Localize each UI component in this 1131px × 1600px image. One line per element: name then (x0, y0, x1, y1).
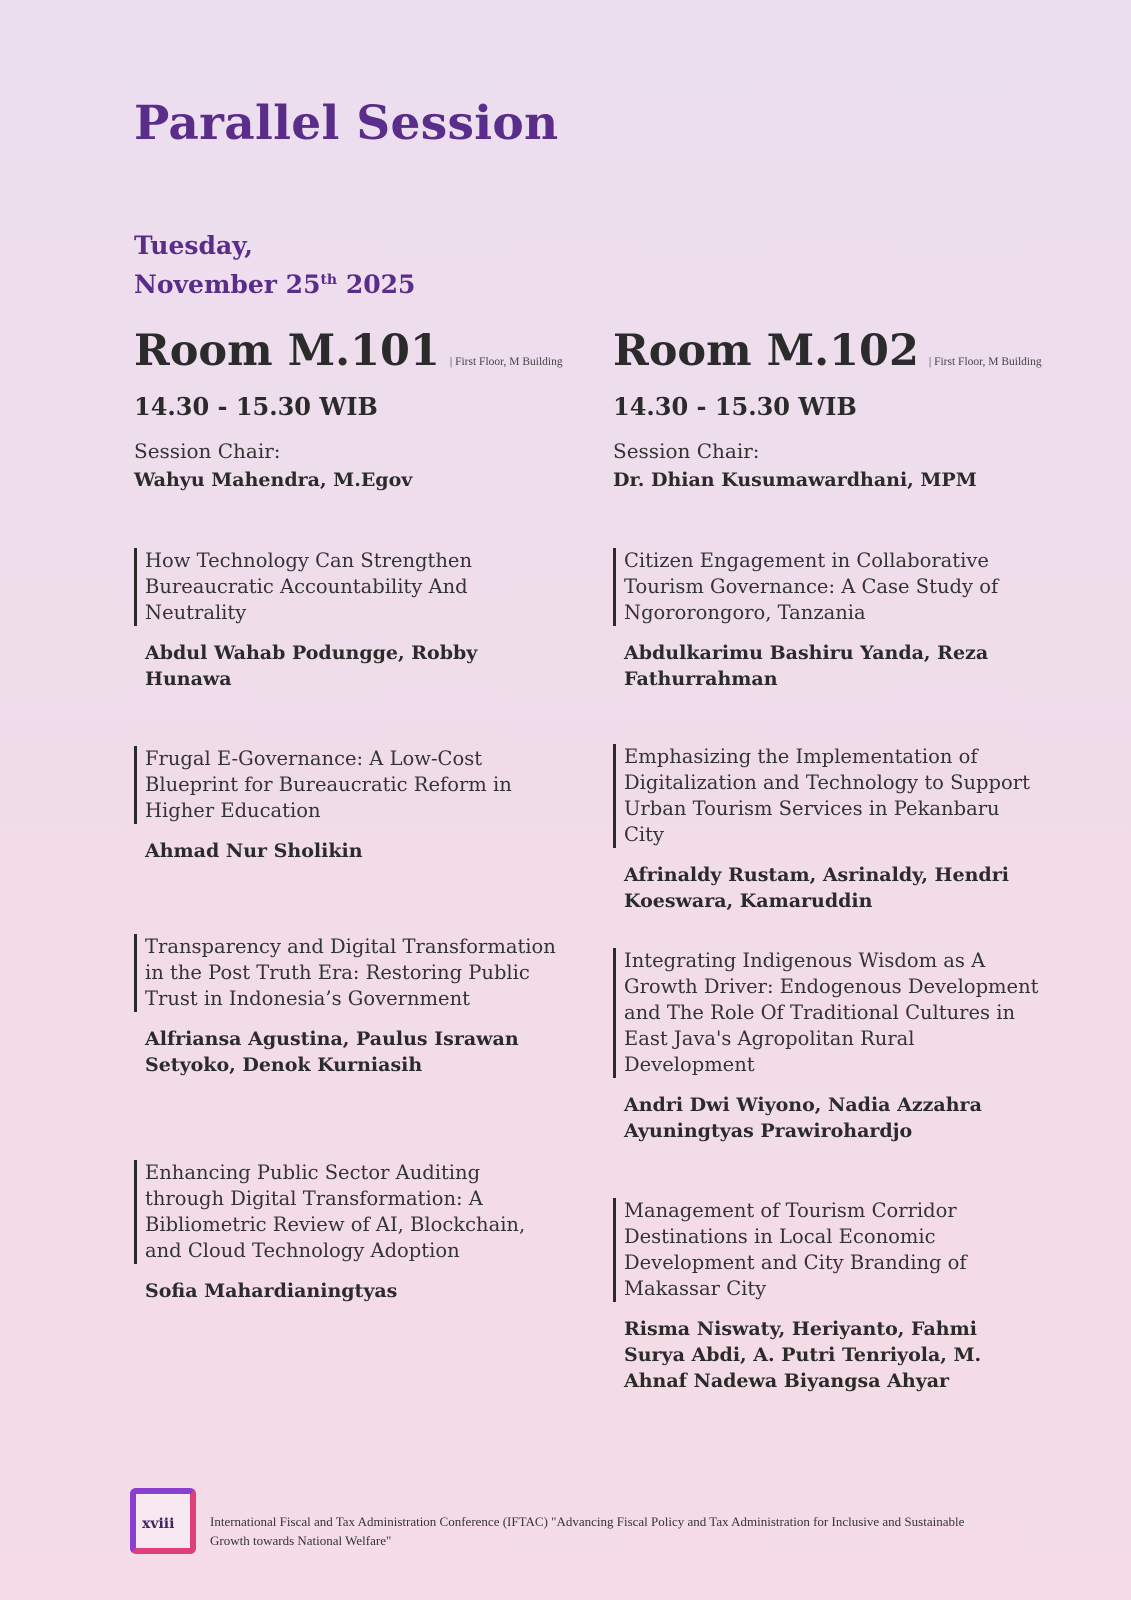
room-name: Room M.102 (613, 326, 919, 376)
session-chair-label: Session Chair: (613, 439, 760, 463)
paper-item (134, 746, 564, 864)
room-location: | First Floor, M Building (928, 356, 1042, 368)
footer (130, 1488, 1010, 1560)
paper-authors: Afrinaldy Rustam, Asrinaldy, Hendri Koeswara, Kamaruddin (624, 864, 1009, 912)
room-column-m102 (613, 326, 1043, 1392)
paper-authors: Ahmad Nur Sholikin (145, 840, 363, 862)
session-chair-label: Session Chair: (134, 439, 281, 463)
paper-item (613, 1198, 1043, 1394)
date-ordinal-suffix: th (320, 272, 338, 288)
paper-authors: Risma Niswaty, Heriyanto, Fahmi Surya Abdi, A. Putri Tenriyola, M. Ahnaf Nadewa Biyangsa Ahyar (624, 1318, 982, 1392)
paper-authors: Alfriansa Agustina, Paulus Israwan Setyoko, Denok Kurniasih (145, 1028, 519, 1076)
paper-item (613, 744, 1043, 914)
paper-item (134, 934, 564, 1078)
paper-title: Emphasizing the Implementation of Digitalization and Technology to Support Urban Tourism Services in Pekanbaru City (613, 744, 1043, 848)
room-location: | First Floor, M Building (449, 356, 563, 368)
paper-title: Transparency and Digital Transformation in the Post Truth Era: Restoring Public Trust in Indonesia’s Government (134, 934, 564, 1012)
session-time: 14.30 - 15.30 WIB (613, 392, 857, 421)
logo-edition-text: xviii (142, 1516, 175, 1532)
paper-title: Citizen Engagement in Collaborative Tourism Governance: A Case Study of Ngororongoro, Tanzania (613, 548, 1043, 626)
date-full (134, 263, 415, 302)
room-header (134, 326, 564, 376)
paper-item (134, 548, 564, 692)
paper-authors: Abdulkarimu Bashiru Yanda, Reza Fathurrahman (624, 642, 989, 690)
paper-item (613, 548, 1043, 692)
paper-authors: Sofia Mahardianingtyas (145, 1280, 398, 1302)
date-year: 2025 (337, 270, 416, 299)
paper-title: Frugal E-Governance: A Low-Cost Blueprint for Bureaucratic Reform in Higher Education (134, 746, 564, 824)
room-column-m101 (134, 326, 564, 1302)
room-header (613, 326, 1043, 376)
paper-authors: Abdul Wahab Podungge, Robby Hunawa (145, 642, 478, 690)
paper-title: Integrating Indigenous Wisdom as A Growth Driver: Endogenous Development and The Role Of Traditional Cultures in East Java's Agropolitan Rural Development (613, 948, 1043, 1078)
room-name: Room M.101 (134, 326, 440, 376)
paper-authors: Andri Dwi Wiyono, Nadia Azzahra Ayuningtyas Prawirohardjo (624, 1094, 982, 1142)
conference-logo (130, 1488, 196, 1554)
paper-item (613, 948, 1043, 1144)
paper-title: How Technology Can Strengthen Bureaucratic Accountability And Neutrality (134, 548, 564, 626)
page-title: Parallel Session (134, 96, 559, 151)
session-date (134, 228, 415, 302)
conference-description: International Fiscal and Tax Administration Conference (IFTAC) "Advancing Fiscal Policy and Tax Administration for Inclusive and Sustainable Growth towards National Welfare" (210, 1514, 965, 1548)
paper-item (134, 1160, 564, 1304)
session-chair-name: Wahyu Mahendra, M.Egov (134, 469, 413, 491)
paper-title: Enhancing Public Sector Auditing through Digital Transformation: A Bibliometric Review of AI, Blockchain, and Cloud Technology Adoption (134, 1160, 564, 1264)
paper-title: Management of Tourism Corridor Destinations in Local Economic Development and City Branding of Makassar City (613, 1198, 1043, 1302)
date-month-day: November 25 (134, 270, 321, 299)
session-time: 14.30 - 15.30 WIB (134, 392, 378, 421)
date-weekday: Tuesday, (134, 231, 253, 260)
session-chair-name: Dr. Dhian Kusumawardhani, MPM (613, 469, 977, 491)
